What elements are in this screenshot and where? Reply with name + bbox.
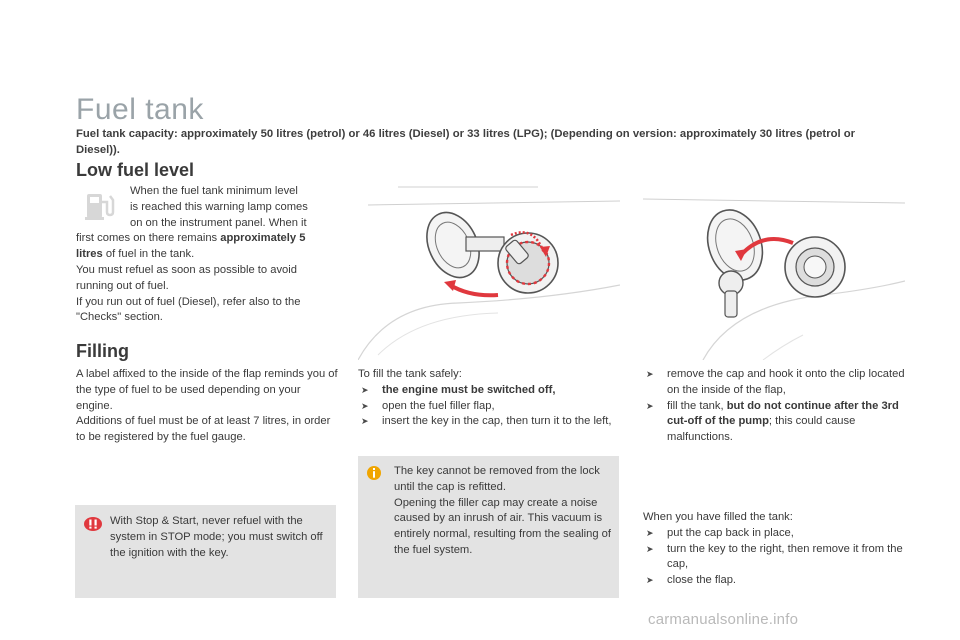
- low-fuel-line-2: is reached this warning lamp comes: [130, 200, 308, 213]
- filling-minimum-text: Additions of fuel must be of at least 7 litres, in order to be registered by the fuel gauge.: [76, 415, 331, 444]
- fuel-flap-key-illustration: [358, 185, 620, 360]
- after-intro: When you have filled the tank:: [643, 511, 793, 523]
- step-open-flap: ➤ open the fuel filler flap,: [358, 399, 618, 415]
- info-text: [394, 464, 612, 559]
- steps-list-continued: [643, 367, 905, 446]
- capacity-note: Fuel tank capacity: approximately 50 litres (petrol) or 46 litres (Diesel) or 33 litres (LPG); (Depending on version: approximately 30 litres (petrol or Diesel)).: [76, 128, 856, 156]
- low-fuel-heading: Low fuel level: [76, 160, 195, 180]
- after-turn-key: ➤ turn the key to the right, then remove it from the cap,: [643, 542, 905, 574]
- low-fuel-bold: approximately 5 litres: [76, 232, 306, 261]
- info-noise-text: Opening the filler cap may create a noise caused by an inrush of air. This vacuum is entirely normal, resulting from the sealing of the fuel system.: [394, 496, 612, 556]
- after-cap-back: ➤ put the cap back in place,: [643, 526, 905, 542]
- step-fill-pre: fill the tank,: [667, 399, 727, 412]
- step-engine-off-text: the engine must be switched off,: [382, 383, 556, 396]
- low-fuel-line-1: When the fuel tank minimum level: [130, 185, 298, 197]
- low-fuel-line-5: of fuel in the tank.: [102, 248, 195, 261]
- low-fuel-line-4: first comes on there remains: [76, 232, 221, 245]
- low-fuel-line-3: on on the instrument panel. When it: [130, 216, 307, 229]
- info-key-text: The key cannot be removed from the lock until the cap is refitted.: [394, 465, 600, 493]
- step-fill-post: ; this could cause malfunctions.: [667, 415, 856, 444]
- filling-steps-continued: [643, 367, 905, 446]
- page-title: Fuel tank: [76, 93, 204, 126]
- filling-heading: Filling: [76, 341, 129, 361]
- low-fuel-refuel-text: You must refuel as soon as possible to avoid running out of fuel.: [76, 263, 297, 292]
- step-insert-key: ➤ insert the key in the cap, then turn it to the left,: [358, 414, 618, 430]
- step-engine-off: [358, 383, 618, 399]
- info-icon: [367, 466, 381, 480]
- step-remove-cap: ➤ remove the cap and hook it onto the clip located on the inside of the flap,: [643, 367, 905, 399]
- filling-steps: [358, 367, 618, 430]
- low-fuel-checks-text: If you run out of fuel (Diesel), refer also to the "Checks" section.: [76, 295, 301, 324]
- warning-text: With Stop & Start, never refuel with the system in STOP mode; you must switch off the ignition with the key.: [110, 515, 323, 559]
- watermark: carmanualsonline.info: [648, 611, 799, 628]
- filling-label-text: A label affixed to the inside of the flap reminds you of the type of fuel to be used depending on your engine.: [76, 368, 338, 412]
- after-close-flap: ➤ close the flap.: [643, 573, 905, 589]
- cap-removal-illustration: [643, 185, 905, 360]
- low-fuel-text: [76, 184, 334, 326]
- after-list: [643, 526, 905, 589]
- step-fill-bold: but do not continue after the 3rd cut-off of the pump: [667, 399, 899, 428]
- after-filling: [643, 510, 905, 589]
- filling-text: [76, 367, 338, 446]
- steps-list: [358, 383, 618, 430]
- steps-intro: To fill the tank safely:: [358, 368, 462, 380]
- warning-icon: [84, 517, 102, 531]
- step-fill-tank: [643, 399, 905, 446]
